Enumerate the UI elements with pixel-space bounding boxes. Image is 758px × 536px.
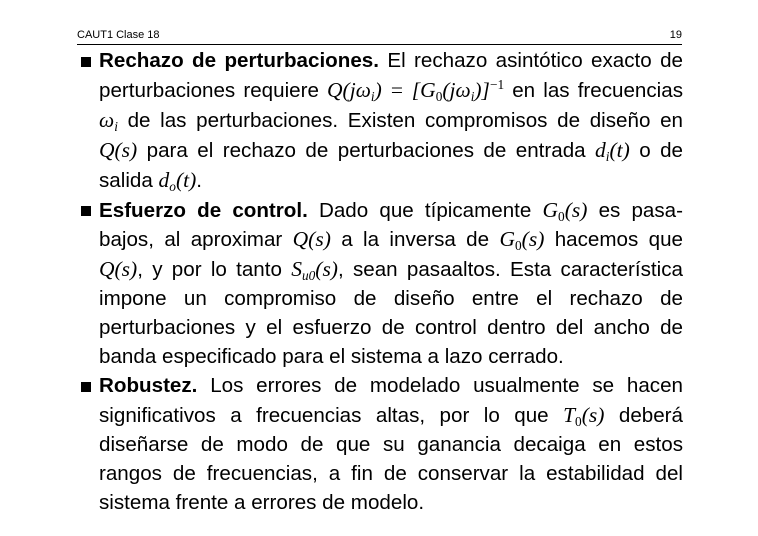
square-bullet-icon (81, 57, 91, 67)
item-text: de las perturbaciones. Existen compromisos de diseño en (117, 108, 683, 132)
bullet-list (77, 47, 683, 518)
formula-g0: $G_0(s)$ (499, 227, 545, 254)
item-text: es pasabajos, al aproximar (99, 198, 683, 252)
item-heading: Rechazo de perturbaciones. (99, 49, 379, 72)
item-text: hacemos que (544, 228, 684, 252)
item-text: Dado que típicamente (307, 198, 543, 222)
item-text: en las frecuencias (504, 78, 684, 102)
formula-di: $d_i(t)$ (595, 137, 630, 164)
bullet-item-robustness (77, 372, 683, 518)
item-text: , y por lo tanto (137, 258, 292, 282)
item-text: , sean pasaaltos. Esta característica impone un compromiso de diseño entre el rechazo de perturbaciones y el esfuerzo de control dentro del ancho de banda especificado para el sistema a lazo cerrado. (99, 258, 683, 369)
course-title: CAUT1 Clase 18 (77, 29, 160, 41)
formula-q-inverse: $Q(j\omega_i) = [G_0(j\omega_i)]^{-1}$ (327, 76, 505, 104)
bullet-item-disturbance-rejection (77, 47, 683, 196)
item-text: para el rechazo de perturbaciones de entrada (137, 138, 596, 162)
item-text: o de salida (99, 138, 683, 192)
formula-omega: $\omega_i$ (99, 107, 118, 134)
formula-t0: $T_0(s)$ (563, 402, 605, 429)
formula-q: Q(s) (99, 257, 138, 282)
formula-q: Q(s) (99, 137, 138, 162)
formula-do: $d_o(t)$ (158, 167, 197, 194)
square-bullet-icon (81, 206, 91, 216)
item-text: Los errores de modelado usualmente se hacen significativos a frecuencias altas, por lo que (99, 373, 683, 427)
bullet-item-control-effort (77, 196, 683, 372)
item-text: . (196, 168, 202, 192)
item-text: deberá diseñarse de modo de que su ganancia decaiga en estos rangos de frecuencias, a fin de conservar la estabilidad del sistema frente a errores de modelo. (99, 403, 683, 514)
page-number: 19 (669, 29, 682, 41)
slide-header (77, 26, 682, 45)
item-heading: Esfuerzo de control. (99, 198, 308, 222)
item-text: El rechazo asintótico exacto de perturbaciones requiere (99, 49, 683, 102)
item-heading: Robustez. (99, 373, 198, 397)
item-text: a la inversa de (330, 228, 500, 252)
formula-g0: $G_0(s)$ (542, 197, 588, 224)
formula-q: Q(s) (292, 227, 331, 252)
square-bullet-icon (81, 382, 91, 392)
formula-su0: $S_{u0}(s)$ (291, 257, 338, 284)
